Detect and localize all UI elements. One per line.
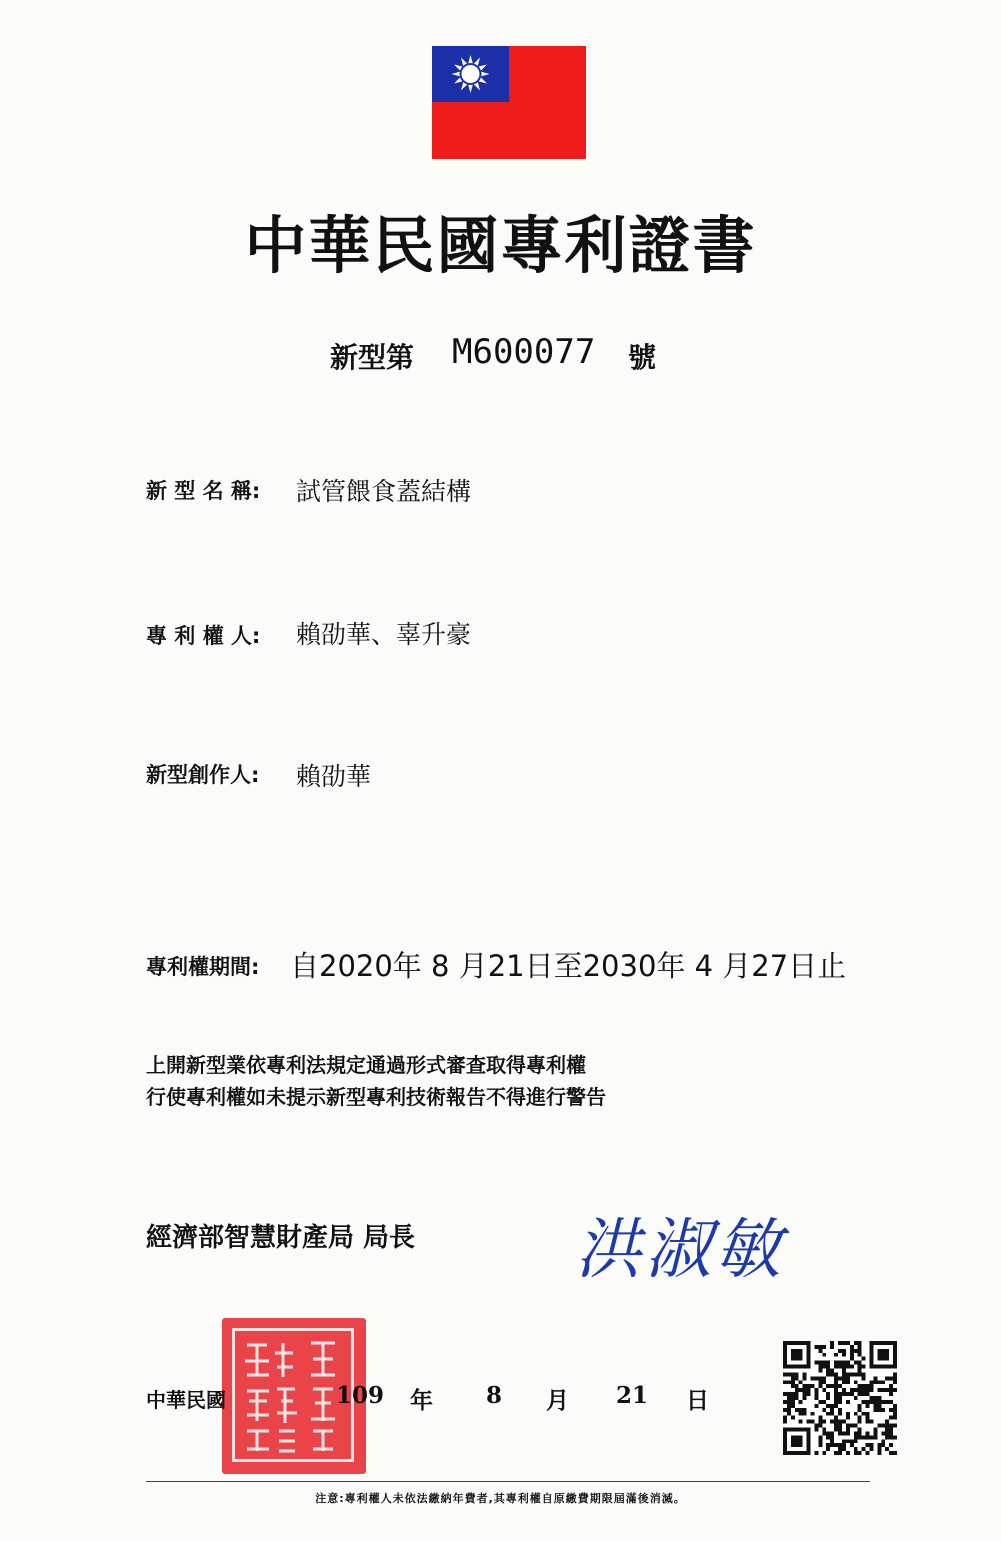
utility-model-name-value: 試管餵食蓋結構: [296, 477, 472, 506]
qr-code-icon: [783, 1340, 897, 1456]
patent-number-label: 新型第: [330, 341, 415, 374]
issue-date-year-unit: 年: [410, 1387, 433, 1414]
official-title: 經濟部智慧財產局 局長: [146, 1223, 416, 1253]
patent-holder-value: 賴劭華、辜升豪: [296, 620, 472, 649]
seal-script-icon: [235, 1331, 351, 1459]
patent-term-value: 自2020年 8 月21日至2030年 4 月27日止: [290, 949, 847, 983]
footnote: 注意:專利權人未依法繳納年費者,其專利權自原繳費期限屆滿後消滅。: [315, 1492, 686, 1505]
flag-canton: [432, 46, 509, 102]
notice-line-1: 上開新型業依專利法規定通過形式審查取得專利權: [146, 1053, 586, 1077]
patent-term-label: 專利權期間:: [146, 955, 260, 979]
notice-line-2: 行使專利權如未提示新型專利技術報告不得進行警告: [146, 1085, 606, 1109]
patent-number-suffix: 號: [628, 341, 657, 374]
utility-model-name-label: 新 型 名 稱:: [146, 479, 261, 503]
creator-value: 賴劭華: [296, 762, 372, 791]
issue-date-month: 8: [486, 1382, 503, 1409]
white-sun-icon: [432, 46, 509, 102]
roc-flag-icon: [432, 46, 586, 159]
footer-rule: [146, 1481, 870, 1482]
signature: 洪淑敏: [575, 1211, 785, 1288]
certificate-title: 中華民國專利證書: [244, 209, 757, 282]
issue-date-year: 109: [336, 1382, 385, 1409]
patent-holder-label: 專 利 權 人:: [146, 624, 261, 648]
issue-date-day: 21: [616, 1382, 649, 1409]
issue-date-day-unit: 日: [686, 1387, 709, 1414]
patent-number: M600077: [452, 332, 596, 372]
issue-date-month-unit: 月: [546, 1387, 569, 1414]
creator-label: 新型創作人:: [146, 763, 260, 787]
issue-date-prefix: 中華民國: [146, 1388, 226, 1412]
